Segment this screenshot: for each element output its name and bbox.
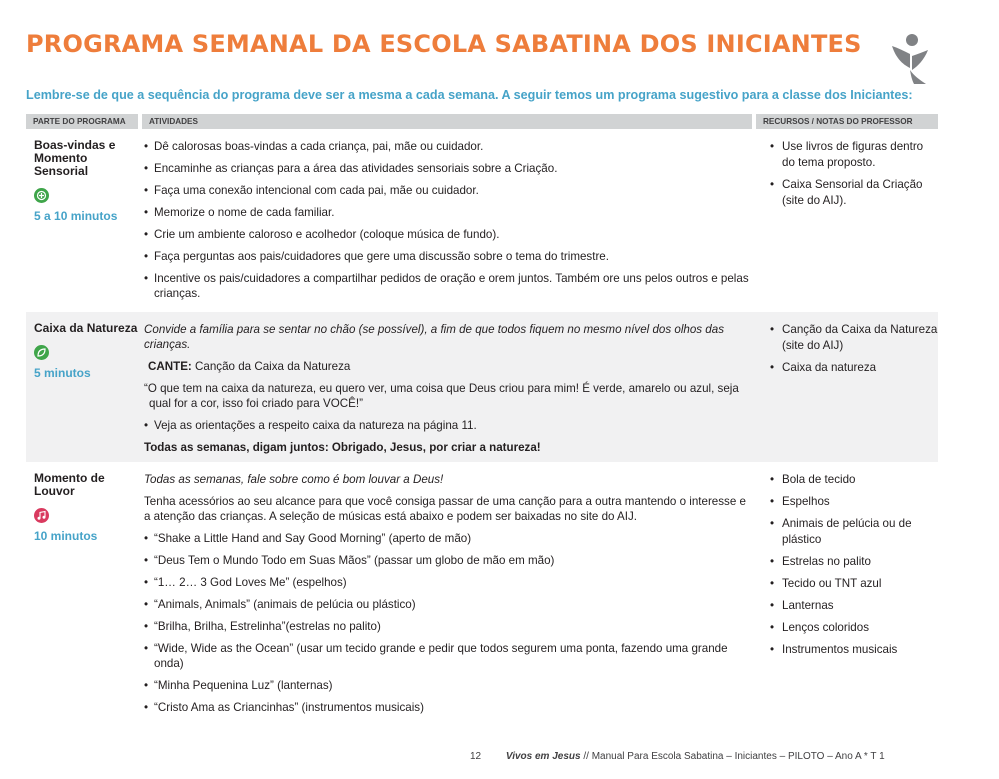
resource-item: • Estrelas no palito: [770, 554, 938, 570]
list-item: • Memorize o nome de cada familiar.: [144, 205, 752, 220]
sing-line: [144, 359, 752, 374]
list-item: • Encaminhe as crianças para a área das atividades sensoriais sobre a Criação.: [144, 161, 752, 176]
song-lyrics: “O que tem na caixa da natureza, eu quero ver, uma coisa que Deus criou para mim! É verde, amarelo ou azul, seja qual for a cor, isso foi criado para VOCÊ!”: [144, 382, 739, 410]
sensory-icon: [34, 188, 49, 203]
resource-item: • Espelhos: [770, 494, 938, 510]
list-item: • Faça perguntas aos pais/cuidadores que gere uma discussão sobre o tema do trimestre.: [144, 249, 752, 264]
list-item: • “Deus Tem o Mundo Todo em Suas Mãos” (passar um globo de mão em mão): [144, 553, 752, 568]
resource-item: • Caixa da natureza: [770, 360, 938, 376]
resource-item: • Lenços coloridos: [770, 620, 938, 636]
activities-cell: [142, 462, 752, 742]
duration: 5 a 10 minutos: [34, 209, 118, 223]
activities-cell: [142, 129, 752, 312]
sing-label: CANTE:: [148, 360, 192, 373]
list-item: • “Wide, Wide as the Ocean” (usar um tecido grande e pedir que todos segurem uma ponta, fazendo uma grande onda): [144, 641, 752, 671]
list-item: • “Minha Pequenina Luz” (lanternas): [144, 678, 752, 693]
header-part: PARTE DO PROGRAMA: [26, 114, 138, 129]
part-cell: [26, 312, 138, 462]
page-footer: [470, 751, 885, 762]
resources-cell: [756, 129, 938, 312]
resources-cell: [756, 312, 938, 462]
list-item: • “Shake a Little Hand and Say Good Morning” (aperto de mão): [144, 531, 752, 546]
list-item: • Veja as orientações a respeito caixa da natureza na página 11.: [144, 418, 752, 433]
part-cell: [26, 462, 138, 742]
resource-item: • Instrumentos musicais: [770, 642, 938, 658]
intro-text: Convide a família para se sentar no chão (se possível), a fim de que todos fiquem no mesmo nível dos olhos das crianças.: [144, 323, 724, 351]
list-item: • “Animals, Animals” (animais de pelúcia ou plástico): [144, 597, 752, 612]
part-name: Caixa da Natureza: [34, 321, 138, 335]
table-row: [26, 462, 938, 742]
part-cell: [26, 129, 138, 312]
resources-cell: [756, 462, 938, 742]
duration: 5 minutos: [34, 366, 91, 380]
activities-cell: [142, 312, 752, 462]
logo-icon: [890, 32, 930, 84]
header-resources: RECURSOS / NOTAS DO PROFESSOR: [756, 114, 938, 129]
resource-item: • Bola de tecido: [770, 472, 938, 488]
resource-item: • Animais de pelúcia ou de plástico: [770, 516, 938, 548]
duration: 10 minutos: [34, 529, 98, 543]
closing-text: Todas as semanas, digam juntos: Obrigado, Jesus, por criar a natureza!: [144, 441, 541, 454]
resource-item: • Tecido ou TNT azul: [770, 576, 938, 592]
list-item: • “Brilha, Brilha, Estrelinha”(estrelas no palito): [144, 619, 752, 634]
page-number: 12: [470, 751, 482, 762]
sing-text: Canção da Caixa da Natureza: [195, 360, 351, 373]
program-table: [26, 114, 938, 742]
music-note-icon: [34, 508, 49, 523]
footer-text: // Manual Para Escola Sabatina – Iniciantes – PILOTO – Ano A * T 1: [583, 751, 885, 762]
footer-brand: Vivos em Jesus: [505, 751, 581, 762]
leaf-icon: [34, 345, 49, 360]
intro-text: Todas as semanas, fale sobre como é bom louvar a Deus!: [144, 473, 444, 486]
list-item: • Faça uma conexão intencional com cada pai, mãe ou cuidador.: [144, 183, 752, 198]
list-item: • “1… 2… 3 God Loves Me” (espelhos): [144, 575, 752, 590]
part-name: Momento de Louvor: [34, 471, 105, 498]
resource-item: • Use livros de figuras dentro do tema proposto.: [770, 139, 938, 171]
resource-item: • Canção da Caixa da Natureza (site do AIJ): [770, 322, 938, 354]
body-text: Tenha acessórios ao seu alcance para que você consiga passar de uma canção para a outra mantendo o interesse e a atenção das crianças. A seleção de músicas está abaixo e podem ser baixadas no site do AIJ.: [144, 495, 746, 523]
list-item: • “Cristo Ama as Criancinhas” (instrumentos musicais): [144, 700, 752, 715]
subtitle: Lembre-se de que a sequência do programa deve ser a mesma a cada semana. A seguir temos um programa sugestivo para a classe dos Iniciantes:: [26, 88, 913, 102]
list-item: • Crie um ambiente caloroso e acolhedor (coloque música de fundo).: [144, 227, 752, 242]
table-header: [26, 114, 938, 129]
table-row: [26, 312, 938, 462]
table-row: [26, 129, 938, 312]
header-activities: ATIVIDADES: [142, 114, 752, 129]
list-item: • Dê calorosas boas-vindas a cada criança, pai, mãe ou cuidador.: [144, 139, 752, 154]
list-item: • Incentive os pais/cuidadores a compartilhar pedidos de oração e orem juntos. Também ore uns pelos outros e pelas crianças.: [144, 271, 752, 301]
resource-item: • Lanternas: [770, 598, 938, 614]
page-title: PROGRAMA SEMANAL DA ESCOLA SABATINA DOS INICIANTES: [26, 30, 862, 58]
resource-item: • Caixa Sensorial da Criação (site do AIJ).: [770, 177, 938, 209]
part-name: Boas-vindas e Momento Sensorial: [34, 138, 116, 178]
